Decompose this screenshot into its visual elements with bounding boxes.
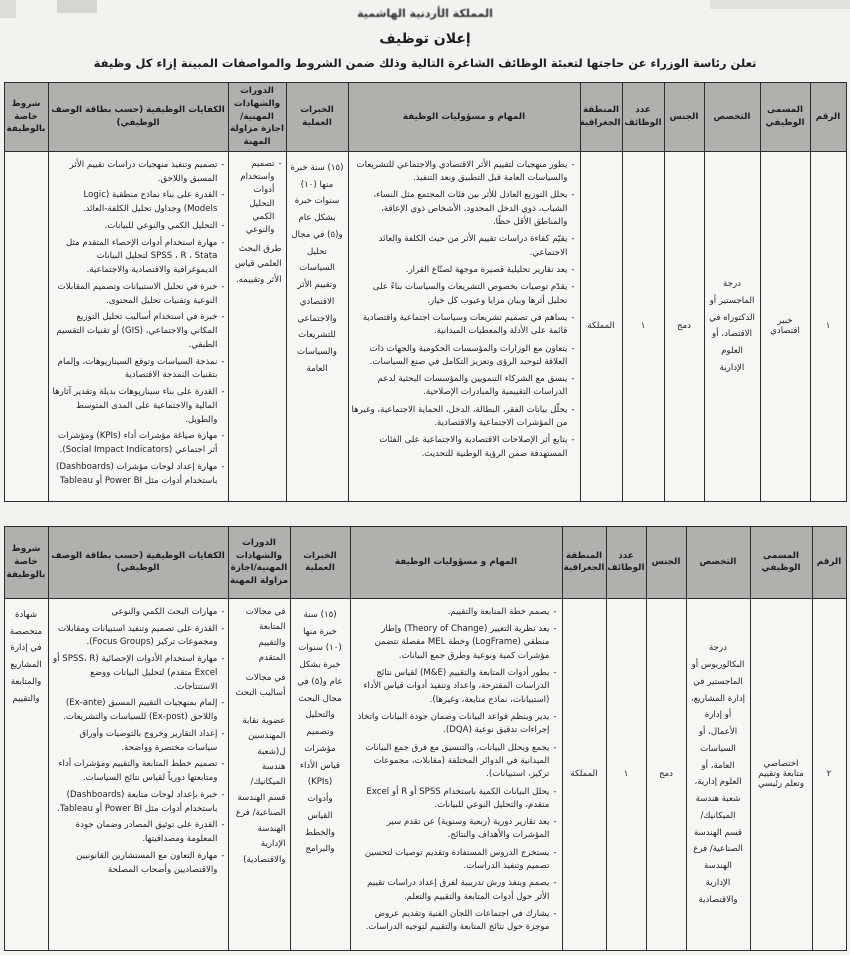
header-num: الرقم — [812, 526, 846, 598]
course-item: طرق البحث العلمي قياس الأثر وتقييمه. — [234, 243, 282, 285]
cell-courses — [228, 151, 286, 501]
competency-item — [52, 311, 225, 352]
competency-text: القدرة على بناء نماذج منطقية (Logic Models) وجداول تحليل الكلفة-العائد. — [82, 190, 218, 214]
header-experience: الخبرات العملية — [286, 83, 348, 152]
competency-item — [52, 623, 225, 651]
task-text: يتعاون مع الوزارات والمؤسسات الحكومية والجهات ذات العلاقة لتوحيد الرؤى وتعزيز التكامل في صنع السياسات. — [369, 343, 568, 367]
dash-bullet: - — [221, 356, 225, 367]
header-conditions: شروط خاصة بالوظيفة — [4, 83, 48, 152]
dash-bullet: - — [221, 312, 225, 323]
task-text: يقدّم توصيات بخصوص التشريعات والسياسات بناءً على تحليل أثرها وبيان مزايا وعيوب كل خيار. — [372, 282, 568, 306]
task-text: يتابع أثر الإصلاحات الاقتصادية والاجتماعية على الفئات المستهدفة ضمن الرؤية الوطنية للتحديث. — [379, 435, 568, 459]
job-table-2 — [4, 526, 847, 951]
competency-text: خبرة بإعداد لوحات متابعة (Dashboards) باستخدام أدوات مثل Power BI أو Tableau. — [57, 789, 218, 814]
header-region: المنطقة الجغرافية — [562, 526, 606, 598]
header-specialization: التخصص — [686, 526, 750, 598]
job-table-1 — [4, 82, 847, 502]
competency-text: القدرة على بناء سيناريوهات بديلة وتقدير آثارها المالية والاجتماعية على المدى المتوسط والطويل. — [52, 387, 218, 425]
task-item — [354, 742, 557, 782]
dash-bullet: - — [221, 654, 225, 664]
dash-bullet: - — [553, 606, 557, 617]
task-item — [352, 189, 575, 229]
cell-job-title: خبير اقتصادي — [760, 151, 810, 501]
task-item — [352, 312, 575, 339]
competency-item — [52, 189, 225, 217]
competency-item — [52, 850, 225, 878]
competency-text: خبرة في استخدام أساليب تحليل التوزيع المكاني والاجتماعي، (GIS) أو تقنيات التقسيم الطبقي. — [56, 312, 218, 350]
header-tasks: المهام و مسؤوليات الوظيفة — [348, 83, 580, 152]
competency-text: إلمام بمنهجيات التقييم المسبق (Ex-ante) واللاحق (Ex-post) للسياسات والتشريعات. — [63, 698, 218, 722]
task-item — [352, 233, 575, 260]
dash-bullet: - — [571, 374, 575, 385]
course-item: عضوية نقابة المهندسين ل(شعبة هندسة الميكانيك/ قسم الهندسة الصناعية/ فرع الهندسة الإدارية والاقتصادية) — [235, 715, 286, 865]
task-item — [354, 667, 557, 707]
competency-item — [52, 430, 225, 458]
dash-bullet: - — [221, 190, 225, 201]
page-title: إعلان توظيف — [379, 31, 471, 47]
competency-text: القدرة على توثيق المصادر وضمان جودة المعلومة ومصداقيتها. — [75, 820, 218, 844]
task-text: ينسق مع الشركاء التنمويين والمؤسسات البحثية لدعم الدراسات التقييمية والمبادرات الإصلاحية. — [377, 374, 568, 398]
competency-text: مهارة صياغة مؤشرات أداء (KPIs) ومؤشرات أثر اجتماعي (Social Impact Indicators). — [58, 431, 218, 455]
dash-bullet: - — [221, 623, 225, 634]
dash-bullet: - — [221, 820, 225, 831]
header-num: الرقم — [810, 83, 846, 152]
cell-gender: دمج — [664, 151, 704, 501]
header-positions: عدد الوظائف — [606, 526, 646, 598]
competency-item — [52, 237, 225, 278]
competency-text: التحليل الكمي والنوعي للبيانات. — [104, 220, 218, 231]
cell-specialization: درجة البكالوريوس أو الماجستير في إدارة المشاريع، أو إدارة الأعمال، أو السياسات العامة، أو العلوم إدارية، شعبة هندسة الميكانيك/ قسم الهندسة الصناعية/ فرع الهندسة الإدارية والاقتصادية — [686, 598, 750, 950]
task-text: يعد تقارير تحليلية قصيرة موجهة لصنّاع القرار. — [405, 264, 568, 275]
competency-text: نمذجة السياسات وتوقع السيناريوهات، وإلمام بتقنيات النمذجة الاقتصادية — [57, 356, 218, 381]
dash-bullet: - — [553, 847, 557, 858]
course-item: في مجالات المتابعة والتقييم المتقدم — [245, 606, 286, 664]
cell-courses — [228, 598, 290, 950]
dash-bullet: - — [221, 789, 225, 800]
task-text: يجمع ويحلل البيانات، والتنسيق مع فرق جمع البيانات الميدانية في الدوائر المختلفة (مقابلات، مجموعات تركيز، استبيانات). — [365, 742, 550, 780]
header-competencies: الكفايات الوظيفية (حسب بطاقة الوصف الوظيفي) — [48, 83, 228, 152]
task-item — [354, 786, 557, 813]
dash-bullet: - — [221, 606, 225, 617]
header-experience: الخبرات العملية — [290, 526, 350, 598]
competency-text: مهارات البحث الكمي والنوعي — [111, 606, 218, 617]
task-item — [354, 908, 557, 935]
task-item — [352, 264, 575, 277]
dash-bullet: - — [553, 817, 557, 828]
task-text: يعد نظرية التغيير (Theory of Change) وإطار منطقي (LogFrame) وخطة MEL مفصلة تتضمن مؤشرات كمية ونوعية وطرق جمع البيانات. — [374, 624, 550, 661]
competency-item — [52, 697, 225, 725]
task-item — [354, 877, 557, 904]
dash-bullet: - — [221, 850, 225, 861]
competency-text: مهارة إعداد لوحات مؤشرات (Dashboards) باستخدام أدوات مثل Power BI أو Tableau — [56, 461, 218, 486]
dash-bullet: - — [221, 237, 225, 248]
cell-conditions — [4, 151, 48, 501]
competency-item — [52, 220, 225, 234]
task-text: يصمم خطة المتابعة والتقييم. — [447, 606, 550, 617]
competency-item — [52, 386, 225, 427]
job-row-2 — [4, 598, 846, 950]
task-text: يدير وينظم قواعد البيانات وضمان جودة البيانات واتخاذ إجراءات تدقيق نوعية (DQA). — [357, 711, 550, 736]
task-text: يطور منهجيات لتقييم الأثر الاقتصادي والاجتماعي للتشريعات والسياسات العامة قبل التطبيق وبعد التنفيذ. — [356, 159, 568, 184]
task-text: يطور أدوات المتابعة والتقييم (M&E) لقياس نتائج الدراسات المقترحة، واعداد وتنفيذ أدوات قياس الأداء (استبيانات، نماذج متابعة، وغيرها). — [363, 668, 550, 705]
task-item — [354, 711, 557, 738]
header-positions: عدد الوظائف — [622, 83, 664, 152]
dash-bullet: - — [221, 461, 225, 472]
competency-text: مهارة استخدام الأدوات الإحصائية (SPSS، R أو Excel متقدم) لتحليل البيانات ووضع الاستنتاجات. — [53, 654, 218, 692]
kingdom-emblem: المملكة الأردنية الهاشمية — [357, 7, 493, 20]
cell-region: المملكة — [580, 151, 622, 501]
competency-item — [52, 653, 225, 694]
dash-bullet: - — [553, 668, 557, 678]
header-conditions: شروط خاصة بالوظيفة — [4, 526, 48, 598]
dash-bullet: - — [221, 220, 225, 231]
cell-region: المملكة — [562, 598, 606, 950]
task-text: يحلّل بيانات الفقر، البطالة، الدخل، الحماية الاجتماعية، وغيرها من المؤشرات الاجتماعية والاقتصادية. — [351, 404, 568, 429]
cell-experience: (١٥) سنة خبرة منها (١٠) سنوات خبرة بشكل عام و(٥) في مجال البحث والتحليل وتصميم مؤشرات قياس الأداء (KPIs) وأدوات القياس والخطط والبرامج — [290, 598, 350, 950]
dash-bullet: - — [553, 711, 557, 722]
cell-num: ٢ — [812, 598, 846, 950]
competency-item — [52, 461, 225, 489]
task-item — [354, 847, 557, 874]
dash-bullet: - — [553, 786, 557, 797]
dash-bullet: - — [571, 343, 575, 354]
table2-header-row — [4, 526, 846, 598]
header-tasks: المهام و مسؤوليات الوظيفة — [350, 526, 562, 598]
task-text: يساهم في تصميم تشريعات وسياسات اجتماعية واقتصادية قائمة على الأدلة والمعطيات الميدانية. — [362, 312, 568, 337]
task-item — [354, 816, 557, 843]
competency-item — [52, 281, 225, 309]
cell-tasks — [350, 598, 562, 950]
header-courses: الدورات والشهادات المهنية/اجازة مزاولة المهنة — [228, 83, 286, 152]
header-specialization: التخصص — [704, 83, 760, 152]
dash-bullet: - — [571, 435, 575, 446]
competency-text: القدرة على تصميم وتنفيذ استبيانات ومقابلات ومجموعات تركيز (Focus Groups). — [57, 623, 218, 648]
cell-job-title: اختصاصي متابعة وتقييم وتعلم رئيسي — [750, 598, 812, 950]
task-text: يعد تقارير دورية (ربعية وسنوية) عن تقدم سير المؤشرات والأهداف والنتائج. — [386, 817, 550, 841]
cell-conditions: شهادة متخصصة في إدارة المشاريع والمتابعة والتقييم — [4, 598, 48, 950]
course-text: تصميم واستخدام أدوات التحليل الكمي والنوعي — [240, 158, 275, 236]
competency-item — [52, 159, 225, 187]
cell-num: ١ — [810, 151, 846, 501]
cell-positions: ١ — [606, 598, 646, 950]
dash-bullet: - — [571, 312, 575, 323]
competency-item — [52, 758, 225, 786]
header-job-title: المسمى الوظيفي — [760, 83, 810, 152]
cell-experience: (١٥) سنة خبرة منها (١٠) سنوات خبرة بشكل عام و(٥) في مجال تحليل السياسات وتقييم الأثر الاقتصادي والاجتماعي للتشريعات والسياسات العامة — [286, 151, 348, 501]
competency-text: تصميم وتنفيذ منهجيات دراسات تقييم الأثر المسبق واللاحق. — [69, 159, 218, 184]
task-text: يقيّم كفاءة دراسات تقييم الأثر من حيث الكلفة والعائد الاجتماعي. — [378, 234, 568, 258]
header-courses: الدورات والشهادات المهنية/اجازة مزاولة المهنة — [228, 526, 290, 598]
dash-bullet: - — [221, 387, 225, 397]
job-row-1 — [4, 151, 846, 501]
task-text: يستخرج الدروس المستفادة وتقديم توصيات لتحسين تصميم وتنفيذ الدراسات. — [364, 847, 550, 872]
dash-bullet: - — [571, 159, 575, 170]
task-item — [352, 373, 575, 400]
cell-specialization: درجة الماجستير أو الدكتوراه في الاقتصاد، أو العلوم الإدارية — [704, 151, 760, 501]
dash-bullet: - — [553, 742, 557, 753]
competency-item — [52, 606, 225, 620]
task-item — [352, 434, 575, 461]
dash-bullet: - — [553, 909, 557, 919]
task-item — [352, 343, 575, 370]
cell-competencies — [48, 151, 228, 501]
dash-bullet: - — [571, 282, 575, 293]
competency-text: خبرة في تحليل الاستبيانات وتصميم المقابلات النوعية وتقنيات تحليل المحتوى. — [57, 281, 218, 306]
competency-item — [52, 356, 225, 384]
task-item — [354, 606, 557, 619]
dash-bullet: - — [221, 759, 225, 770]
dash-bullet: - — [571, 264, 575, 275]
header-job-title: المسمى الوظيفي — [750, 526, 812, 598]
dash-bullet: - — [221, 728, 225, 739]
competency-item — [52, 728, 225, 756]
announcement-subtitle: تعلن رئاسة الوزراء عن حاجتها لتعبئة الوظائف الشاغرة التالية وذلك ضمن الشروط والمواصفات المبينة إزاء كل وظيفة — [93, 56, 757, 70]
header-competencies: الكفايات الوظيفية (حسب بطاقة الوصف الوظيفي) — [48, 526, 228, 598]
task-item — [352, 281, 575, 308]
header-gender: الجنس — [664, 83, 704, 152]
competency-text: مهارة التعاون مع المستشارين القانونيين والاقتصاديين وأصحاب المصلحة — [76, 850, 218, 875]
dash-bullet: - — [221, 698, 225, 709]
course-item — [233, 158, 282, 238]
task-text: يحلل البيانات الكمية باستخدام SPSS أو R أو Excel متقدم، والتحليل النوعي للبيانات. — [366, 786, 550, 810]
dash-bullet: - — [278, 158, 282, 169]
dash-bullet: - — [221, 159, 225, 170]
dash-bullet: - — [571, 234, 575, 245]
competency-text: إعداد التقارير وخروج بالتوصيات وأوراق سياسات مختصرة وواضحة. — [79, 728, 218, 753]
competency-item — [52, 789, 225, 817]
competency-text: تصميم خطط المتابعة والتقييم ومؤشرات أداء ومتابعتها دورياً لقياس نتائج السياسات. — [58, 759, 218, 783]
header-gender: الجنس — [646, 526, 686, 598]
dash-bullet: - — [571, 190, 575, 201]
competency-item — [52, 819, 225, 847]
header-region: المنطقة الجغرافية — [580, 83, 622, 152]
task-text: يشارك في اجتماعات اللجان الفنية وتقديم عروض موجزة حول نتائج المتابعة والتقييم لتوجيه الدراسات. — [365, 909, 550, 933]
dash-bullet: - — [221, 431, 225, 442]
dash-bullet: - — [221, 281, 225, 292]
competency-text: مهارة استخدام أدوات الإحصاء المتقدم مثل SPSS ، R ، Stata لتحليل البيانات الديموغرافية والاقتصادية والاجتماعية. — [65, 237, 218, 275]
cell-positions: ١ — [622, 151, 664, 501]
cell-gender: دمج — [646, 598, 686, 950]
table1-header-row — [4, 83, 846, 152]
task-item — [352, 404, 575, 431]
task-text: يحلل التوزيع العادل للأثر بين فئات المجتمع مثل النساء، الشباب، ذوي الدخل المحدود، الأشخاص ذوي الإعاقة، والمناطق الأقل حظًا. — [373, 190, 568, 227]
course-item: في مجالات أساليب البحث — [235, 672, 286, 699]
dash-bullet: - — [553, 878, 557, 889]
cell-competencies — [48, 598, 228, 950]
task-item — [354, 623, 557, 663]
cell-tasks — [348, 151, 580, 501]
dash-bullet: - — [553, 624, 557, 635]
dash-bullet: - — [571, 404, 575, 415]
task-item — [352, 159, 575, 186]
task-text: يصمم وينفذ ورش تدريبية لفرق إعداد دراسات تقييم الأثر حول أدوات المتابعة والتقييم والتعلم. — [367, 878, 550, 902]
